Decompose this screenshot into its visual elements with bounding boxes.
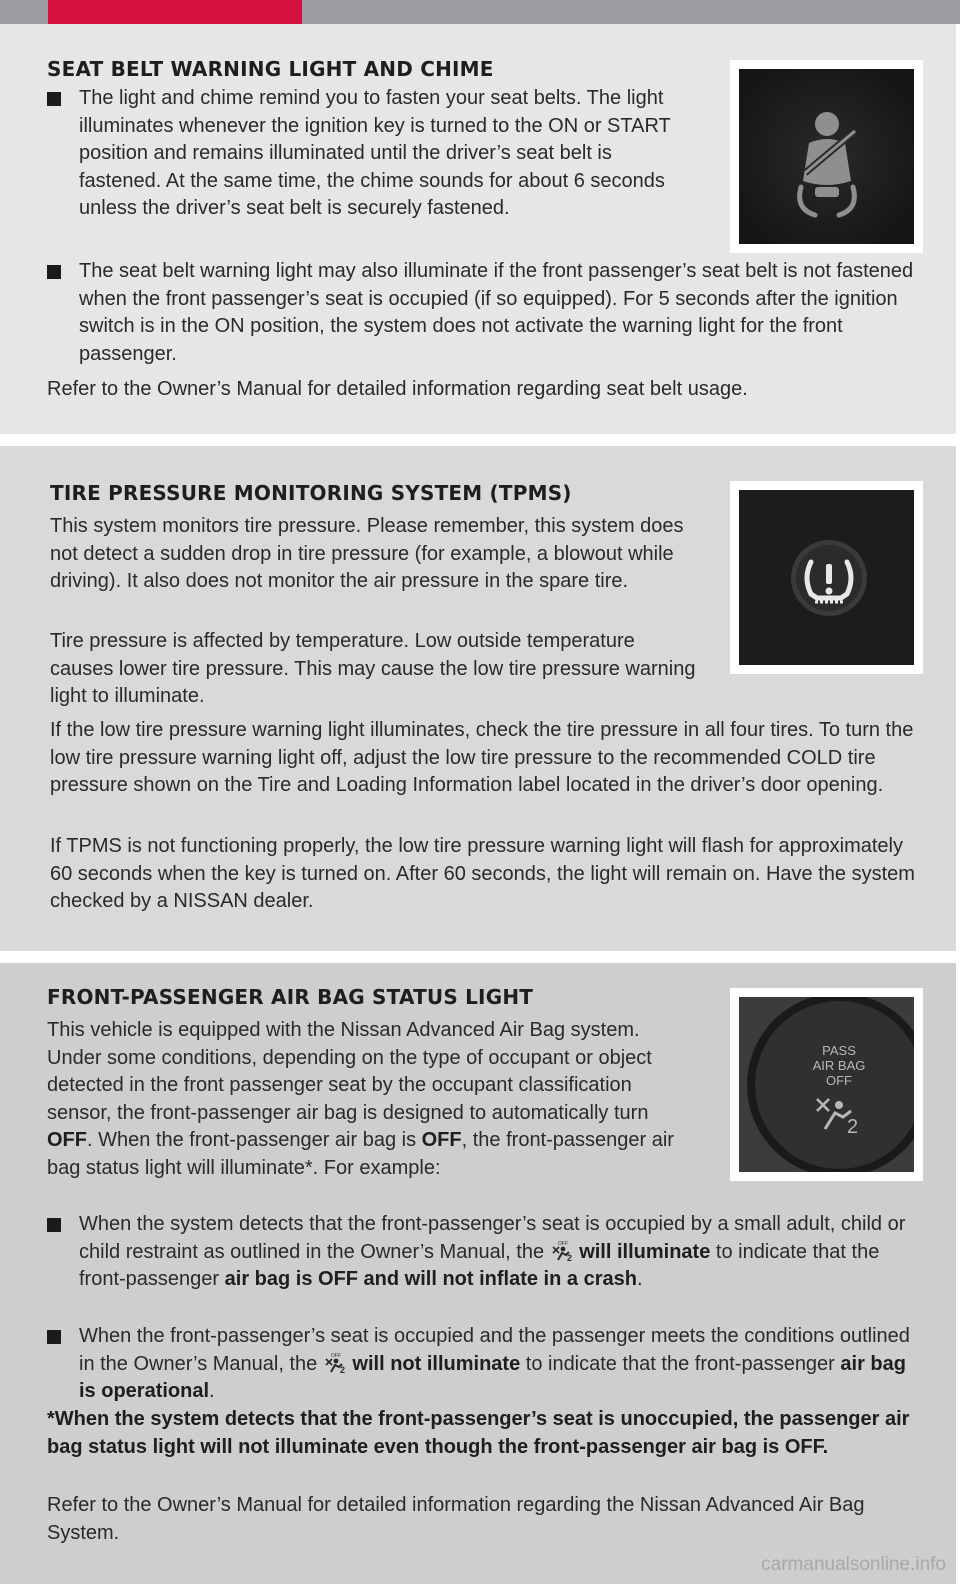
seat-belt-bullet-1 [47, 85, 697, 223]
bullet-square-icon [47, 1330, 61, 1344]
airbag-footer: Refer to the Owner’s Manual for detailed information regarding the Nissan Advanced Air Bag System. [47, 1494, 865, 1544]
airbag-bullet-1-bold-1: will illuminate [579, 1240, 711, 1263]
tpms-paragraph-3: If the low tire pressure warning light illuminates, check the tire pressure in all four tires. To turn the low tire pressure warning light off, adjust the low tire pressure to the recommended COLD tire pressure shown on the Tire and Loading Information label located in the driver’s door opening. [50, 719, 914, 796]
photo-number: 2 [847, 1116, 859, 1138]
airbag-bullet-1-text-c: . [636, 1268, 643, 1290]
inline-icon-label: OFF [557, 1240, 568, 1247]
inline-icon-label: OFF [330, 1352, 341, 1359]
seat-belt-footer: Refer to the Owner’s Manual for detailed information regarding seat belt usage. [47, 378, 748, 400]
tpms-warning-icon [739, 490, 914, 665]
bullet-square-icon [47, 1218, 61, 1232]
seat-belt-bullet-1-text: The light and chime remind you to fasten your seat belts. The light illuminates whenever the ignition key is turned to the ON or START position and remains illuminated until the driver’s seat belt is fastened. At the same time, the chime sounds for about 6 seconds unless the driver’s seat belt is securely fastened. [79, 87, 671, 219]
airbag-bullet-1 [47, 1211, 927, 1294]
airbag-intro-text-b: . When the front-passenger air bag is [87, 1129, 422, 1151]
seat-belt-section [0, 24, 956, 434]
airbag-bullet-2-text-b: to indicate that the front-passenger [520, 1352, 841, 1375]
passenger-airbag-off-icon [550, 1240, 574, 1262]
airbag-bullet-1-text-b: to indicate that the front-passenger [79, 1240, 880, 1290]
airbag-bullet-2-text-c: . [209, 1380, 215, 1402]
airbag-bullet-2 [47, 1323, 927, 1406]
tpms-paragraph-2: Tire pressure is affected by temperature. Low outside temperature causes lower tire pressure. This may cause the low tire pressure warning light to illuminate. [50, 630, 696, 707]
tpms-light-photo [730, 481, 923, 674]
inline-icon-number: 2 [339, 1364, 345, 1374]
seat-belt-bullet-2-text: The seat belt warning light may also illuminate if the front passenger’s seat belt is not fastened when the front passenger’s seat is occupied (if so equipped). For 5 seconds after the ignition switch is in the ON position, the system does not activate the warning light for the front passenger. [79, 260, 914, 365]
airbag-heading: FRONT-PASSENGER AIR BAG STATUS LIGHT [47, 985, 534, 1009]
airbag-bullet-1-text-a: When the system detects that the front-passenger’s seat is occupied by a small adult, child or child restraint as outlined in the Owner’s Manual, the [79, 1213, 906, 1263]
airbag-section [0, 963, 956, 1584]
seat-belt-bullet-2 [47, 258, 927, 368]
airbag-intro-off-2: OFF [421, 1129, 462, 1151]
photo-label-off: OFF [826, 1073, 852, 1088]
airbag-bullet-2-bold-1: will not illuminate [352, 1352, 521, 1375]
top-bar [0, 0, 960, 24]
tpms-section [0, 446, 956, 951]
airbag-intro [47, 1017, 697, 1182]
airbag-note: *When the system detects that the front-passenger’s seat is unoccupied, the passenger air bag status light will not illuminate even though the front-passenger air bag is OFF. [47, 1408, 910, 1458]
passenger-airbag-off-icon [323, 1352, 347, 1374]
bullet-square-icon [47, 92, 61, 106]
airbag-intro-text-c: , the front-passenger air bag status light will illuminate*. For example: [47, 1129, 674, 1179]
tpms-paragraph-1: This system monitors tire pressure. Please remember, this system does not detect a sudden drop in tire pressure (for example, a blowout while driving). It also does not monitor the air pressure in the spare tire. [50, 515, 684, 592]
top-bar-accent [48, 0, 302, 24]
photo-label-pass: PASS [822, 1043, 856, 1058]
seat-belt-light-photo [730, 60, 923, 253]
bullet-square-icon [47, 265, 61, 279]
airbag-intro-off-1: OFF [47, 1129, 87, 1151]
watermark: carmanualsonline.info [761, 1554, 946, 1575]
airbag-light-photo [730, 988, 923, 1181]
seat-belt-warning-icon [739, 69, 914, 244]
airbag-bullet-2-text-a: When the front-passenger’s seat is occupied and the passenger meets the conditions outlined in the Owner’s Manual, the [79, 1325, 910, 1375]
photo-label-air-bag: AIR BAG [812, 1058, 866, 1073]
airbag-intro-text-a: This vehicle is equipped with the Nissan Advanced Air Bag system. Under some conditions, depending on the type of occupant or object detected in the front passenger seat by the occupant classification sensor, the front-passenger air bag is designed to automatically turn [47, 1019, 652, 1124]
airbag-status-light-icon [739, 997, 914, 1172]
tpms-paragraph-4: If TPMS is not functioning properly, the low tire pressure warning light will flash for approximately 60 seconds when the key is turned on. After 60 seconds, the light will remain on. Have the system checked by a NISSAN dealer. [50, 835, 915, 912]
tpms-heading: TIRE PRESSURE MONITORING SYSTEM (TPMS) [50, 481, 572, 505]
airbag-bullet-1-bold-2: air bag is OFF and will not inflate in a crash [224, 1268, 637, 1290]
seat-belt-heading: SEAT BELT WARNING LIGHT AND CHIME [47, 57, 494, 81]
airbag-bullet-2-bold-2: air bag is operational [79, 1352, 906, 1402]
inline-icon-number: 2 [566, 1252, 572, 1262]
